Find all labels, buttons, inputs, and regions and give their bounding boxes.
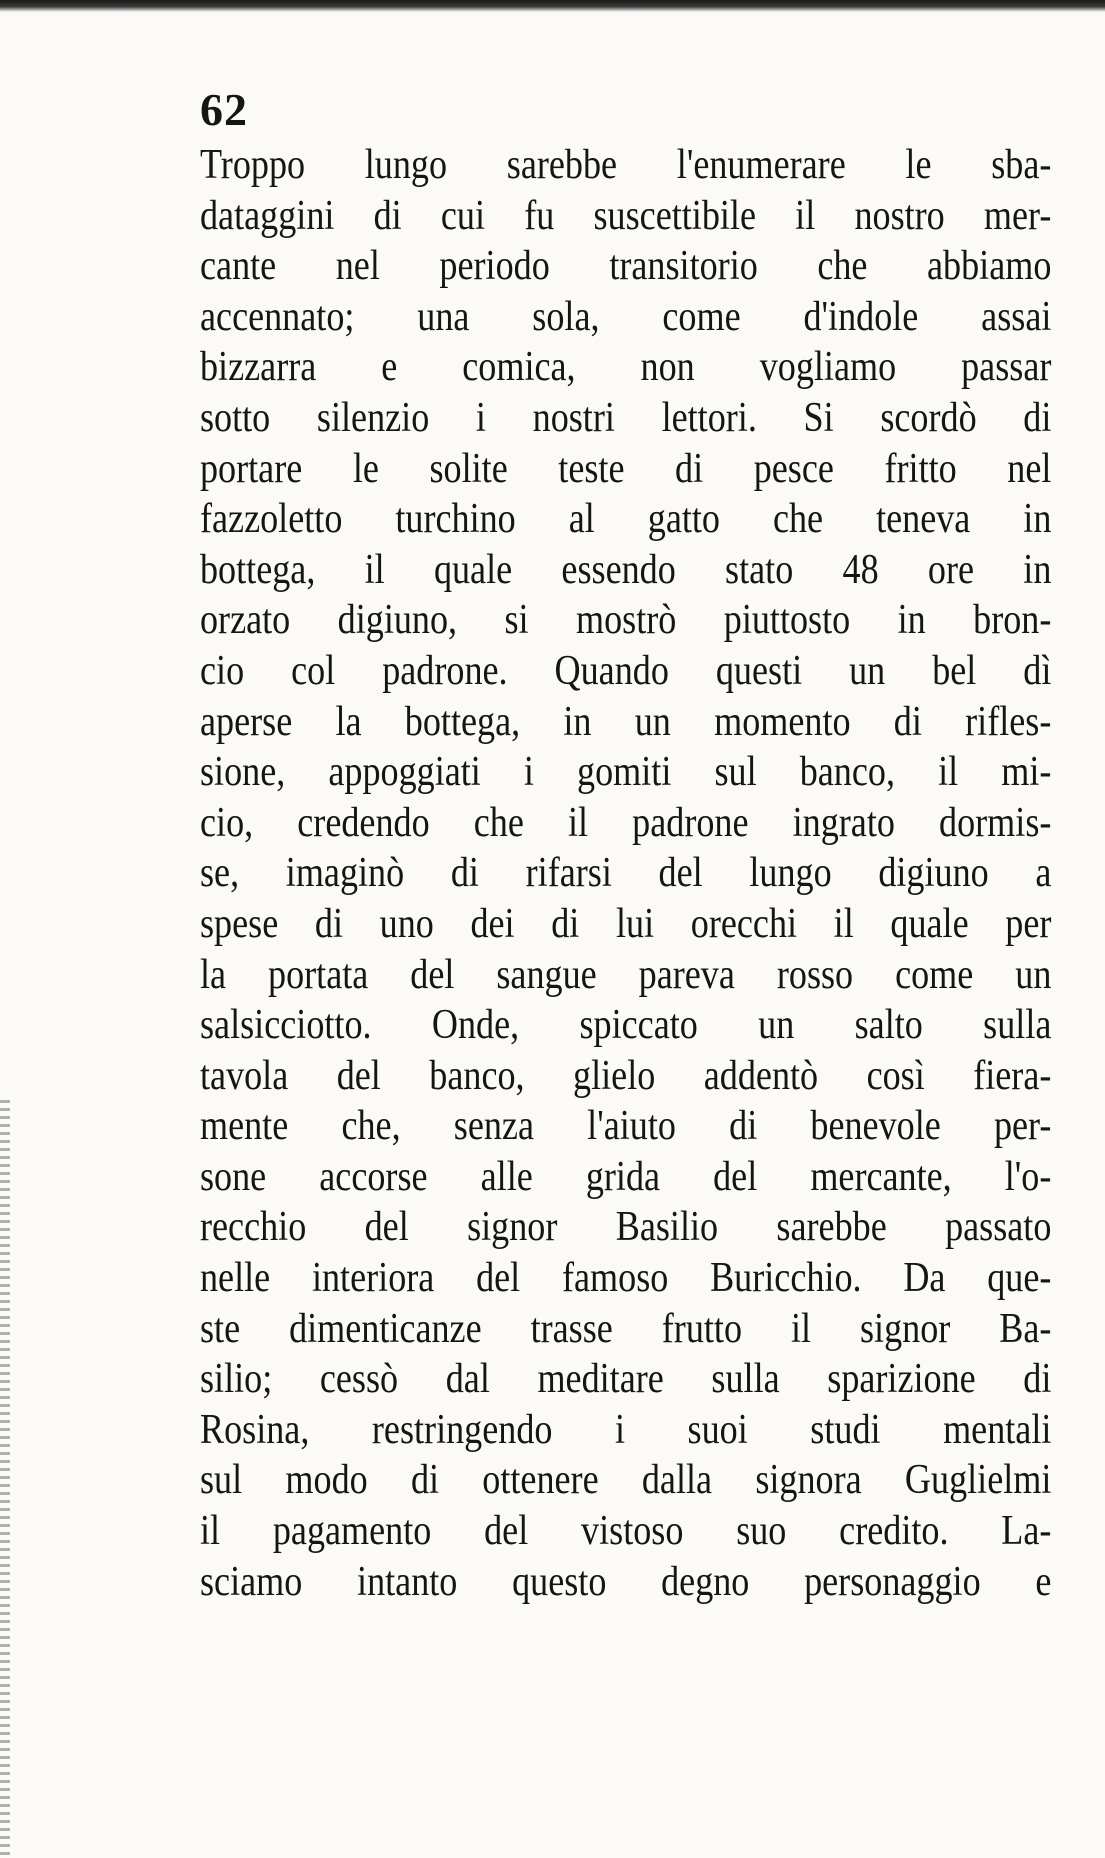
scan-binding-edge	[0, 1100, 10, 1858]
text-line: portare le solite teste di pesce fritto nel	[200, 445, 1052, 492]
scan-top-edge	[0, 0, 1105, 12]
text-line: sciamo intanto questo degno personaggio e	[200, 1558, 1052, 1605]
text-line: ste dimenticanze trasse frutto il signor Ba-	[200, 1305, 1052, 1352]
text-line: la portata del sangue pareva rosso come un	[200, 951, 1052, 998]
text-line: recchio del signor Basilio sarebbe passato	[200, 1204, 1052, 1251]
text-line: cio col padrone. Quando questi un bel dì	[200, 647, 1052, 694]
text-line: sul modo di ottenere dalla signora Guglielmi	[200, 1457, 1052, 1504]
text-line: cante nel periodo transitorio che abbiamo	[200, 243, 1052, 290]
book-page	[200, 82, 1052, 1607]
text-line: silio; cessò dal meditare sulla sparizione di	[200, 1356, 1052, 1403]
page-number: 62	[200, 84, 248, 135]
text-line: bizzarra e comica, non vogliamo passar	[200, 344, 1052, 391]
text-line: spese di uno dei di lui orecchi il quale per	[200, 900, 1052, 947]
text-line: Rosina, restringendo i suoi studi mentali	[200, 1406, 1052, 1453]
text-line: dataggini di cui fu suscettibile il nostro mer-	[200, 192, 1052, 239]
text-line: sione, appoggiati i gomiti sul banco, il mi-	[200, 749, 1052, 796]
text-line: salsicciotto. Onde, spiccato un salto sulla	[200, 1002, 1052, 1049]
text-line: il pagamento del vistoso suo credito. La-	[200, 1508, 1052, 1555]
body-text	[200, 140, 1052, 1607]
text-line: accennato; una sola, come d'indole assai	[200, 293, 1052, 340]
text-line: nelle interiora del famoso Buricchio. Da que-	[200, 1255, 1052, 1302]
text-line: sone accorse alle grida del mercante, l'o-	[200, 1153, 1052, 1200]
text-line: tavola del banco, glielo addentò così fiera-	[200, 1052, 1052, 1099]
text-line: orzato digiuno, si mostrò piuttosto in bron-	[200, 597, 1052, 644]
text-line: se, imaginò di rifarsi del lungo digiuno a	[200, 850, 1052, 897]
text-line: sotto silenzio i nostri lettori. Si scordò di	[200, 394, 1052, 441]
text-line: bottega, il quale essendo stato 48 ore in	[200, 546, 1052, 593]
text-line: mente che, senza l'aiuto di benevole per-	[200, 1103, 1052, 1150]
text-line: fazzoletto turchino al gatto che teneva in	[200, 496, 1052, 543]
text-line: Troppo lungo sarebbe l'enumerare le sba-	[200, 142, 1052, 188]
text-line: aperse la bottega, in un momento di rifles-	[200, 698, 1052, 745]
text-line: cio, credendo che il padrone ingrato dormis-	[200, 799, 1052, 846]
